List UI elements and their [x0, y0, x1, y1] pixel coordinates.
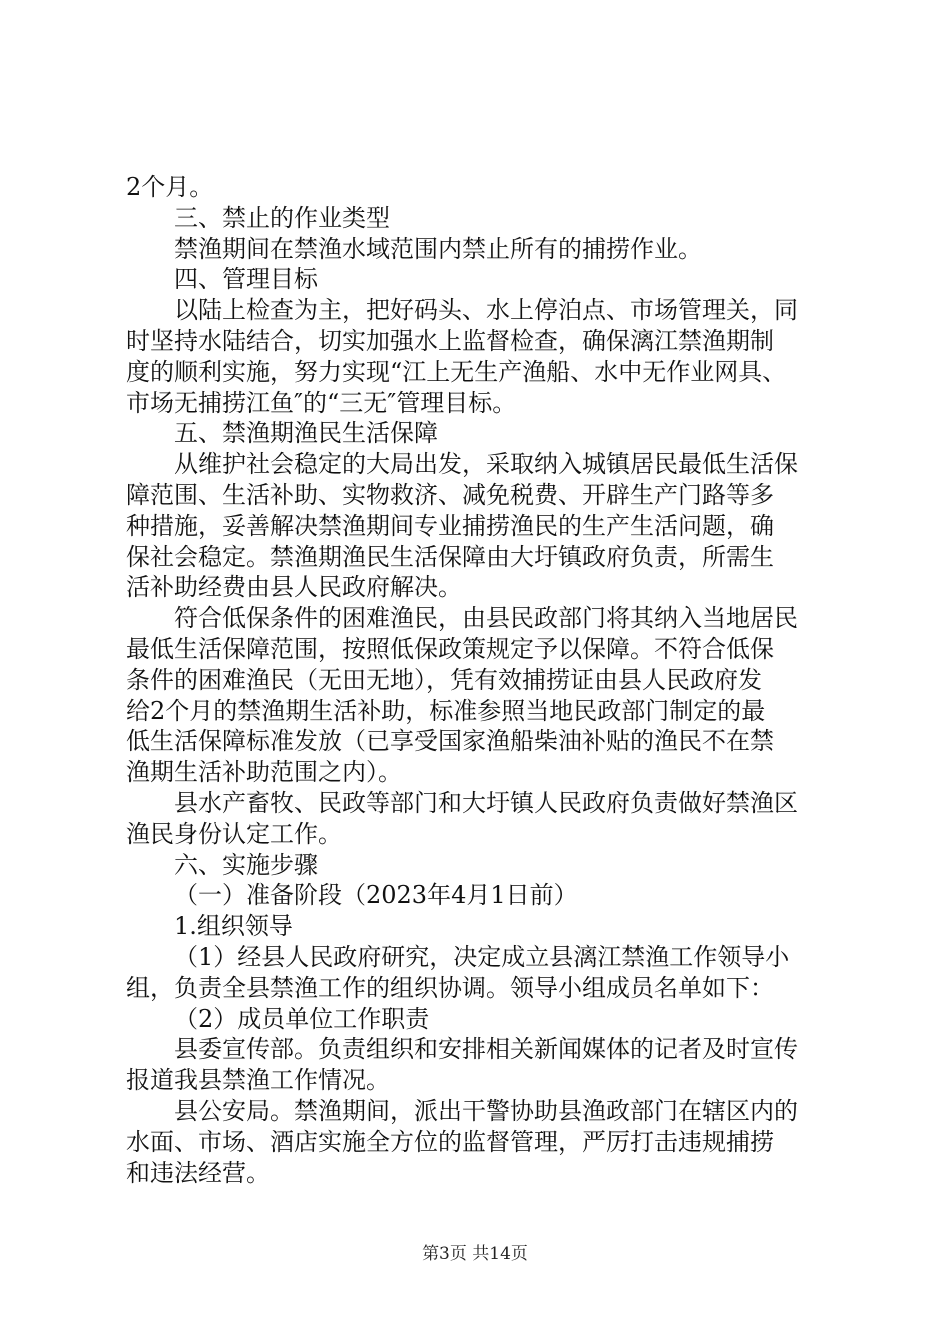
paragraph — [126, 234, 836, 265]
paragraph — [126, 264, 836, 295]
text-line: 最低生活保障范围，按照低保政策规定予以保障。不符合低保 — [126, 634, 774, 663]
text-line: 条件的困难渔民（无田无地），凭有效捕捞证由县人民政府发 — [126, 665, 762, 694]
text-line: 障范围、生活补助、实物救济、减免税费、开辟生产门路等多 — [126, 480, 774, 509]
text-line: （1）经县人民政府研究，决定成立县漓江禁渔工作领导小 — [174, 942, 790, 971]
paragraph — [126, 203, 836, 234]
text-line: 县公安局。禁渔期间，派出干警协助县渔政部门在辖区内的 — [174, 1096, 798, 1125]
text-line: 渔民身份认定工作。 — [126, 819, 342, 848]
text-line: 和违法经营。 — [126, 1158, 270, 1187]
text-line: 度的顺利实施，努力实现“江上无生产渔船、水中无作业网具、 — [126, 357, 787, 386]
paragraph — [126, 788, 836, 850]
page-footer: 第3页 共14页 — [422, 1244, 528, 1264]
paragraph — [126, 911, 836, 942]
text-line: 六、实施步骤 — [174, 850, 318, 879]
text-line: 市场无捕捞江鱼″的“三无″管理目标。 — [126, 388, 517, 417]
text-line: 活补助经费由县人民政府解决。 — [126, 573, 462, 602]
document-body — [126, 172, 836, 1188]
text-line: 1.组织领导 — [174, 912, 293, 941]
text-line: 组，负责全县禁渔工作的组织协调。领导小组成员名单如下： — [126, 973, 774, 1002]
text-line: 时坚持水陆结合，切实加强水上监督检查，确保漓江禁渔期制 — [126, 326, 774, 355]
paragraph — [126, 1034, 836, 1096]
paragraph — [126, 603, 836, 788]
text-line: 以陆上检查为主，把好码头、水上停泊点、市场管理关，同 — [174, 296, 798, 325]
text-line: 禁渔期间在禁渔水域范围内禁止所有的捕捞作业。 — [174, 234, 702, 263]
paragraph — [126, 942, 836, 1004]
paragraph — [126, 1004, 836, 1035]
text-line: 三、禁止的作业类型 — [174, 203, 390, 232]
paragraph — [126, 295, 836, 418]
text-line: 从维护社会稳定的大局出发，采取纳入城镇居民最低生活保 — [174, 450, 798, 479]
paragraph — [126, 418, 836, 449]
text-line: 符合低保条件的困难渔民，由县民政部门将其纳入当地居民 — [174, 604, 798, 633]
text-line: 四、管理目标 — [174, 265, 318, 294]
text-line: （2）成员单位工作职责 — [174, 1004, 430, 1033]
text-line: 2个月。 — [126, 173, 214, 201]
text-line: 县委宣传部。负责组织和安排相关新闻媒体的记者及时宣传 — [174, 1035, 798, 1064]
paragraph — [126, 449, 836, 603]
paragraph — [126, 850, 836, 881]
text-line: （一）准备阶段（2023年4月1日前） — [174, 881, 578, 910]
text-line: 水面、市场、酒店实施全方位的监督管理，严厉打击违规捕捞 — [126, 1127, 774, 1156]
text-line: 报道我县禁渔工作情况。 — [126, 1066, 390, 1095]
text-line: 保社会稳定。禁渔期渔民生活保障由大圩镇政府负责，所需生 — [126, 542, 774, 571]
text-line: 种措施，妥善解决禁渔期间专业捕捞渔民的生产生活问题，确 — [126, 511, 774, 540]
text-line: 五、禁渔期渔民生活保障 — [174, 419, 438, 448]
text-line: 县水产畜牧、民政等部门和大圩镇人民政府负责做好禁渔区 — [174, 788, 798, 817]
paragraph — [126, 172, 836, 203]
text-line: 给2个月的禁渔期生活补助，标准参照当地民政部门制定的最 — [126, 696, 766, 725]
text-line: 渔期生活补助范围之内）。 — [126, 758, 402, 787]
paragraph — [126, 880, 836, 911]
text-line: 低生活保障标准发放（已享受国家渔船柴油补贴的渔民不在禁 — [126, 727, 774, 756]
paragraph — [126, 1096, 836, 1188]
